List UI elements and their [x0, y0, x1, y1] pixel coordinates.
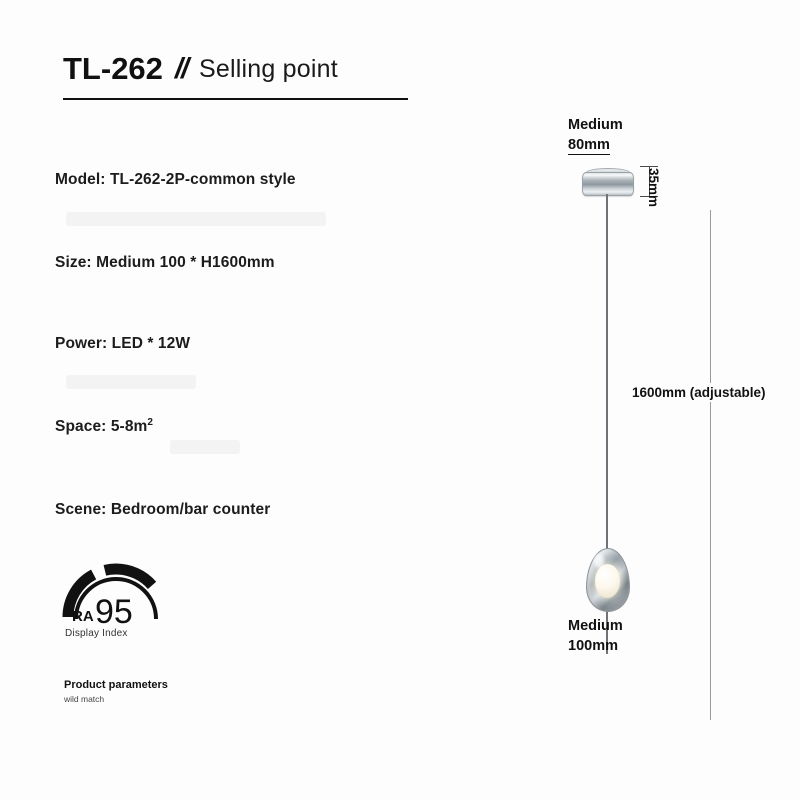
- lamp-diagram: [540, 100, 800, 680]
- ceiling-canopy: [582, 172, 634, 196]
- page-title: Selling point: [199, 54, 338, 83]
- spec-space: [55, 417, 153, 436]
- svg-text:RA: RA: [72, 608, 94, 625]
- spec-power: Power: LED * 12W: [55, 335, 191, 352]
- light-source-glow: [595, 564, 620, 598]
- pendant-shade: [586, 548, 628, 610]
- scan-smudge: [66, 212, 326, 226]
- footer-title: Product parameters: [64, 679, 168, 691]
- canopy-height-dimension: [640, 166, 674, 250]
- svg-text:95: 95: [95, 593, 133, 629]
- canopy-label-line2: 80mm: [568, 137, 610, 153]
- shade-label-line2: 100mm: [568, 638, 618, 654]
- canopy-label: [568, 115, 623, 155]
- spec-scene: Scene: Bedroom/bar counter: [55, 501, 271, 518]
- canopy-height-label: 35mm: [646, 168, 661, 208]
- ra95-badge-icon: [62, 551, 170, 629]
- length-reference-line: [710, 210, 711, 720]
- shade-label: [568, 616, 623, 656]
- canopy-label-line1: Medium: [568, 117, 623, 133]
- scan-smudge: [66, 375, 196, 389]
- shade-label-line1: Medium: [568, 618, 623, 634]
- product-code: TL-262: [63, 51, 163, 86]
- header-separator: //: [174, 52, 188, 85]
- display-index-caption: Display Index: [65, 628, 128, 639]
- spec-space-superscript: 2: [147, 417, 154, 428]
- scan-smudge: [170, 440, 240, 454]
- footer-subtitle: wild match: [64, 694, 105, 704]
- length-label: 1600mm (adjustable): [628, 383, 770, 402]
- shade-highlight: [594, 554, 604, 568]
- spec-model: Model: TL-262-2P-common style: [55, 171, 296, 188]
- spec-space-text: Space: 5-8m: [55, 418, 148, 436]
- page-header: [63, 40, 408, 100]
- spec-size: Size: Medium 100 * H1600mm: [55, 254, 275, 271]
